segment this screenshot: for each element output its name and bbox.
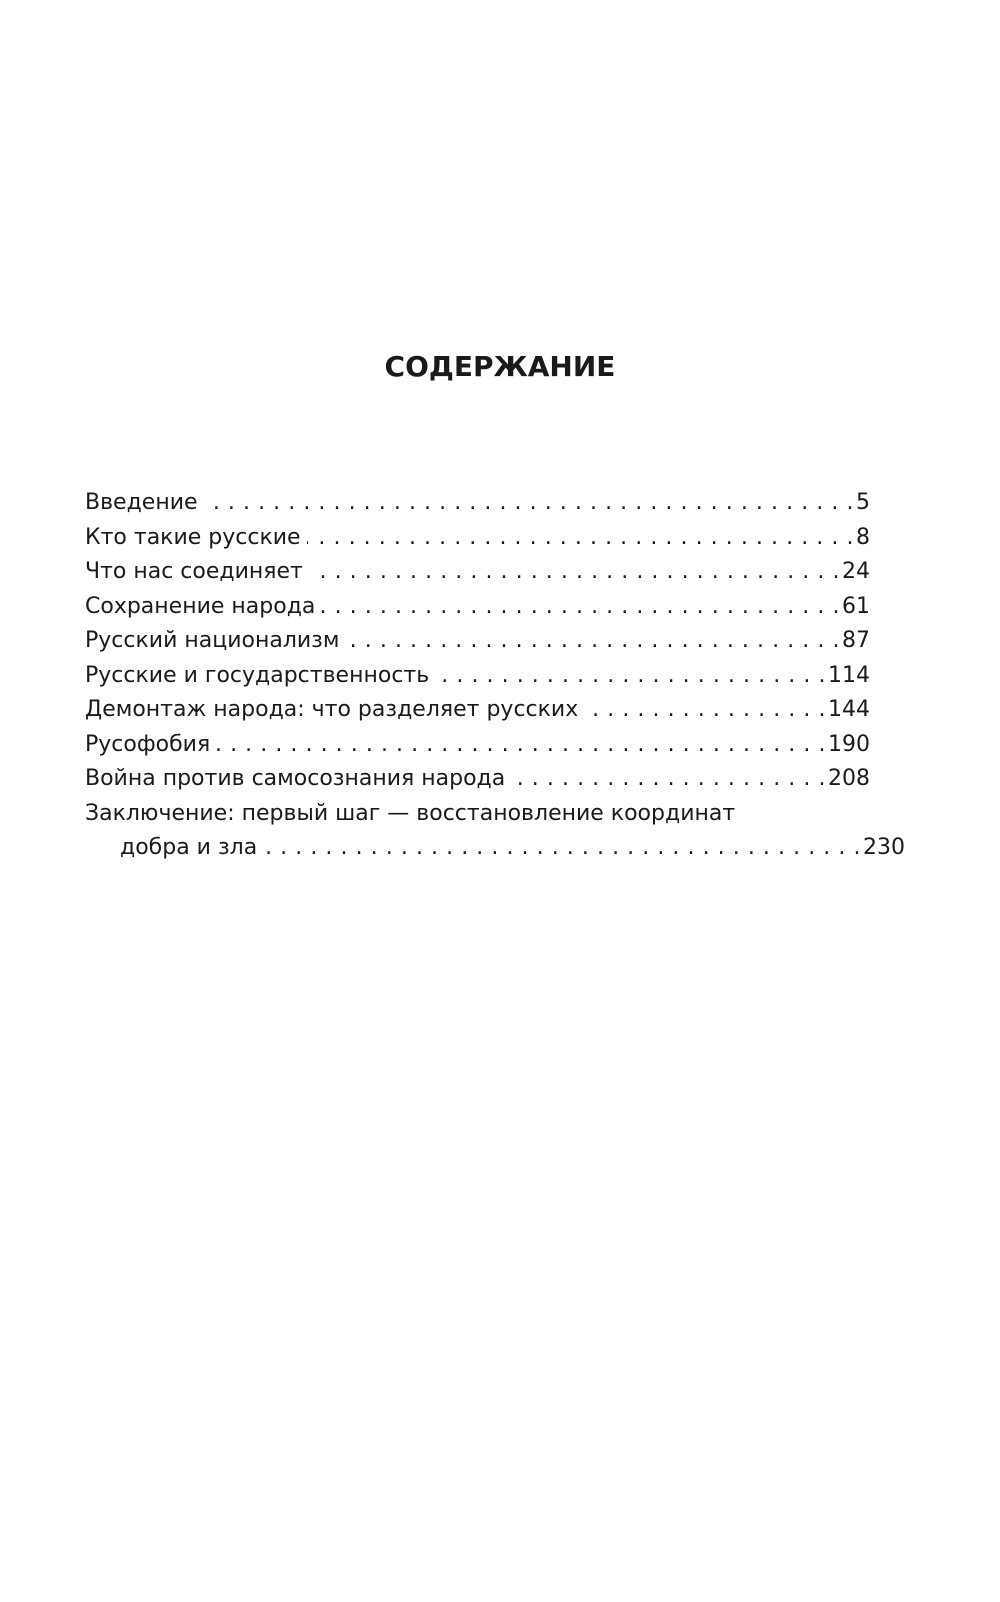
toc-entry-title: Русофобия [85,731,211,757]
dot-leader [435,659,826,694]
dot-leader [263,831,861,866]
toc-entry [85,624,870,659]
toc-entry [85,693,870,728]
toc-entry-title: Кто такие русские [85,524,301,550]
toc-entry-title: Введение [85,490,198,515]
toc-entry [85,728,870,763]
dot-leader [307,521,854,556]
toc-entry [85,762,870,797]
toc-entry-title: Война против самосознания народа [85,766,506,791]
toc-entry-page: 190 [828,731,870,757]
toc-entry-page: 5 [856,490,870,515]
toc-entry-title-line1: Заключение: первый шаг — восстановление координат [85,800,736,826]
toc-entry [85,590,870,625]
toc-entry-page: 24 [842,559,870,584]
toc-entry-page: 114 [828,662,870,688]
table-of-contents [85,486,905,866]
toc-entry [85,555,870,590]
toc-entry [85,797,905,866]
dot-leader [309,555,840,590]
toc-entry-title: Русский национализм [85,628,340,653]
dot-leader [216,728,826,763]
dot-leader [584,693,826,728]
toc-entry-page: 144 [828,697,870,722]
toc-entry-title: Русские и государственность [85,662,430,688]
toc-entry [85,486,870,521]
toc-entry-page: 8 [856,524,870,550]
dot-leader [204,486,854,521]
toc-entry [85,659,870,694]
toc-entry-page: 208 [828,766,870,791]
toc-entry-title-line2: добра и зла [120,835,258,860]
toc-entry-title: Демонтаж народа: что разделяет русских [85,697,579,722]
toc-entry-page: 230 [863,835,905,860]
dot-leader [321,590,840,625]
toc-entry-page: 61 [842,593,870,619]
toc-entry-title: Что нас соединяет [85,559,303,584]
toc-entry-page: 87 [842,628,870,653]
toc-entry-title: Сохранение народа [85,593,316,619]
dot-leader [511,762,826,797]
dot-leader [345,624,840,659]
page-title: СОДЕРЖАНИЕ [384,350,616,383]
toc-entry [85,521,870,556]
